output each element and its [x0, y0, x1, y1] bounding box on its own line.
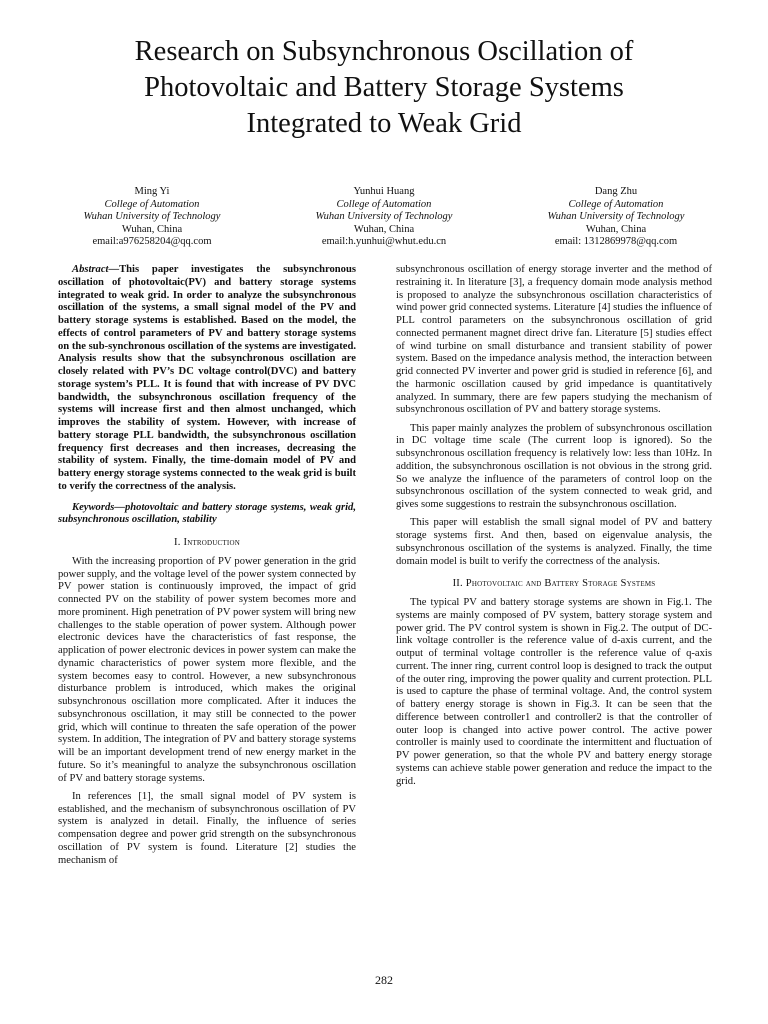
right-column: [396, 264, 712, 794]
section-numeral: II.: [452, 578, 463, 590]
paragraph: This paper mainly analyzes the problem of subsynchronous oscillation in DC voltage time scale (The current loop is ignored). So the subsynchronous oscillation frequency is relatively low: less than 10Hz. In addition, the subsynchronous oscillation is not obvious in the strong grid. So we analyze the influence of the parameters of control loop on the subsynchronous oscillation of the system connected to weak grid, and gives some suggestions to restrain the subsynchronous oscillation.: [396, 422, 712, 510]
title-line: Research on Subsynchronous Oscillation of: [134, 36, 634, 67]
section-heading-pv-battery: [396, 578, 712, 591]
paragraph-continued: subsynchronous oscillation of energy storage inverter and the method of restraining it. In literature [3], a frequency domain mode analysis method is proposed to analyze the subsynchronous oscillation characteristics of wind power grid connected systems. Literature [4] studies the influence of PLL control parameters on the subsynchronous oscillation of grid connected permanent magnet direct drive fan. Literature [5] studies effect of wind turbine on small disturbance and transient stability of power system. Based on the impedance analysis method, the interaction between grid connected PV inverter and power grid is studied in reference [6], and the harmonic oscillation caused by grid impedance is quantitatively analyzed. In summary, there are few papers studying the mechanism of subsynchronous oscillation of PV and battery storage systems.: [396, 264, 712, 416]
author-3: [491, 186, 741, 249]
author-location: Wuhan, China: [121, 223, 183, 235]
abstract-text: This paper investigates the subsynchronous oscillation of photovoltaic(PV) and battery storage systems integrated to weak grid. In order to analyze the subsynchronous oscillation of the systems, a small signal model of the PV and battery storage systems is established. Based on the model, the effects of control parameters of PV and battery storage systems on the sub-synchronous oscillation of the systems are investigated. Analysis results show that the subsynchronous oscillation are closely related with PV’s DC voltage control(DVC) and battery storage system’s PLL. It is found that with increase of PV DVC bandwidth, the subsynchronous oscillation frequency of the systems will increase first and then almost unchanged, which improves the stability of system. However, with increase of battery storage PLL bandwidth, the subsynchronous oscillation frequency first decreases and then increases, decreasing the stability of system. Finally, the time-domain model of PV and battery energy storage systems connected to the weak grid is built to verify the correctness of the analysis.: [58, 264, 356, 492]
author-university: Wuhan University of Technology: [315, 211, 453, 223]
abstract: [58, 264, 356, 494]
author-email: email:a976258204@qq.com: [92, 236, 212, 248]
author-name: Yunhui Huang: [353, 186, 415, 197]
section-title: Photovoltaic and Battery Storage Systems: [465, 578, 656, 590]
author-email: email: 1312869978@qq.com: [554, 236, 678, 248]
keywords-text: photovoltaic and battery storage systems, weak grid, subsynchronous oscillation, stability: [58, 501, 356, 526]
author-affiliation: College of Automation: [568, 198, 664, 210]
author-email: email:h.yunhui@whut.edu.cn: [321, 236, 447, 248]
paragraph: The typical PV and battery storage systems are shown in Fig.1. The systems are mainly composed of PV system, battery storage system and power grid. The PV control system is shown in Fig.2. The output of DC-link voltage controller is the reference value of d-axis current, and the output of terminal voltage controller is the reference value of q-axis current. The inner ring, current control loop is designed to track the output of the outer ring, improving the power quality and current protection. PLL is used to capture the phase of terminal voltage. And, the control system of battery energy storage is shown in Fig.3. It can be seen that the difference between controller1 and controller2 is that the controller of outer loop is changed into active power control. The active power controller is mainly used to coordinate the intermittent and fluctuation of PV power generation, so that the whole PV and battery energy storage systems can achieve stable power generation and reduce the impact to the grid.: [396, 597, 712, 787]
paper-title: [60, 34, 708, 142]
author-name: Ming Yi: [134, 186, 170, 197]
author-university: Wuhan University of Technology: [83, 211, 221, 223]
paragraph: This paper will establish the small signal model of PV and battery storage systems first. And then, based on eigenvalue analysis, the subsynchronous oscillation of the systems is analyzed. Finally, the time domain model is built to verify the correctness of the analysis.: [396, 517, 712, 567]
abstract-label: Abstract: [72, 264, 109, 275]
keywords-dash: —: [114, 501, 125, 513]
section-heading-introduction: [58, 537, 356, 550]
paragraph: In references [1], the small signal model of PV system is established, and the mechanism of subsynchronous oscillation of PV system is analyzed in detail. Finally, the influence of series compensation degree and power grid strength on the subsynchronous oscillation of PV system is found. Literature [2] studies the mechanism of: [58, 790, 356, 866]
author-affiliation: College of Automation: [104, 198, 200, 210]
keywords: [58, 502, 356, 528]
abstract-dash: —: [108, 264, 120, 275]
author-block: [0, 186, 768, 252]
author-location: Wuhan, China: [353, 223, 415, 235]
section-title: Introduction: [183, 537, 240, 548]
author-1: [27, 186, 277, 249]
author-location: Wuhan, China: [585, 223, 647, 235]
author-university: Wuhan University of Technology: [547, 211, 685, 223]
section-numeral: I.: [174, 537, 181, 548]
author-2: [259, 186, 509, 249]
page-number: 282: [375, 973, 393, 987]
paragraph: With the increasing proportion of PV power generation in the grid power supply, and the voltage level of the power system connected by PV power station is continuously improved, the impact of grid connected PV on the stability of power system becomes more and more prominent. High penetration of PV power system will bring new challenges to the stable operation of power system. Although power electronic devices have the characteristics of fast response, the application of power electronic devices in power system can make the dynamic characteristics of power system more flexible, and the system becomes easy to control. However, a new subsynchronous disturbance problem is introduced, which makes the original subsynchronous oscillation more complicated. After it induces the subsynchronous oscillation, it may still be connected to the power grid, which will continue to threaten the safe operation of the power system. In addition, The integration of PV and battery storage systems will be an important development trend of new energy market in the future. So it’s meaningful to analyze the subsynchronous oscillation of PV and battery storage systems.: [58, 555, 356, 784]
keywords-label: Keywords: [72, 501, 115, 513]
left-column: [58, 264, 356, 873]
title-line: Integrated to Weak Grid: [246, 108, 522, 139]
author-name: Dang Zhu: [594, 186, 638, 197]
author-affiliation: College of Automation: [336, 198, 432, 210]
title-line: Photovoltaic and Battery Storage Systems: [144, 72, 624, 103]
